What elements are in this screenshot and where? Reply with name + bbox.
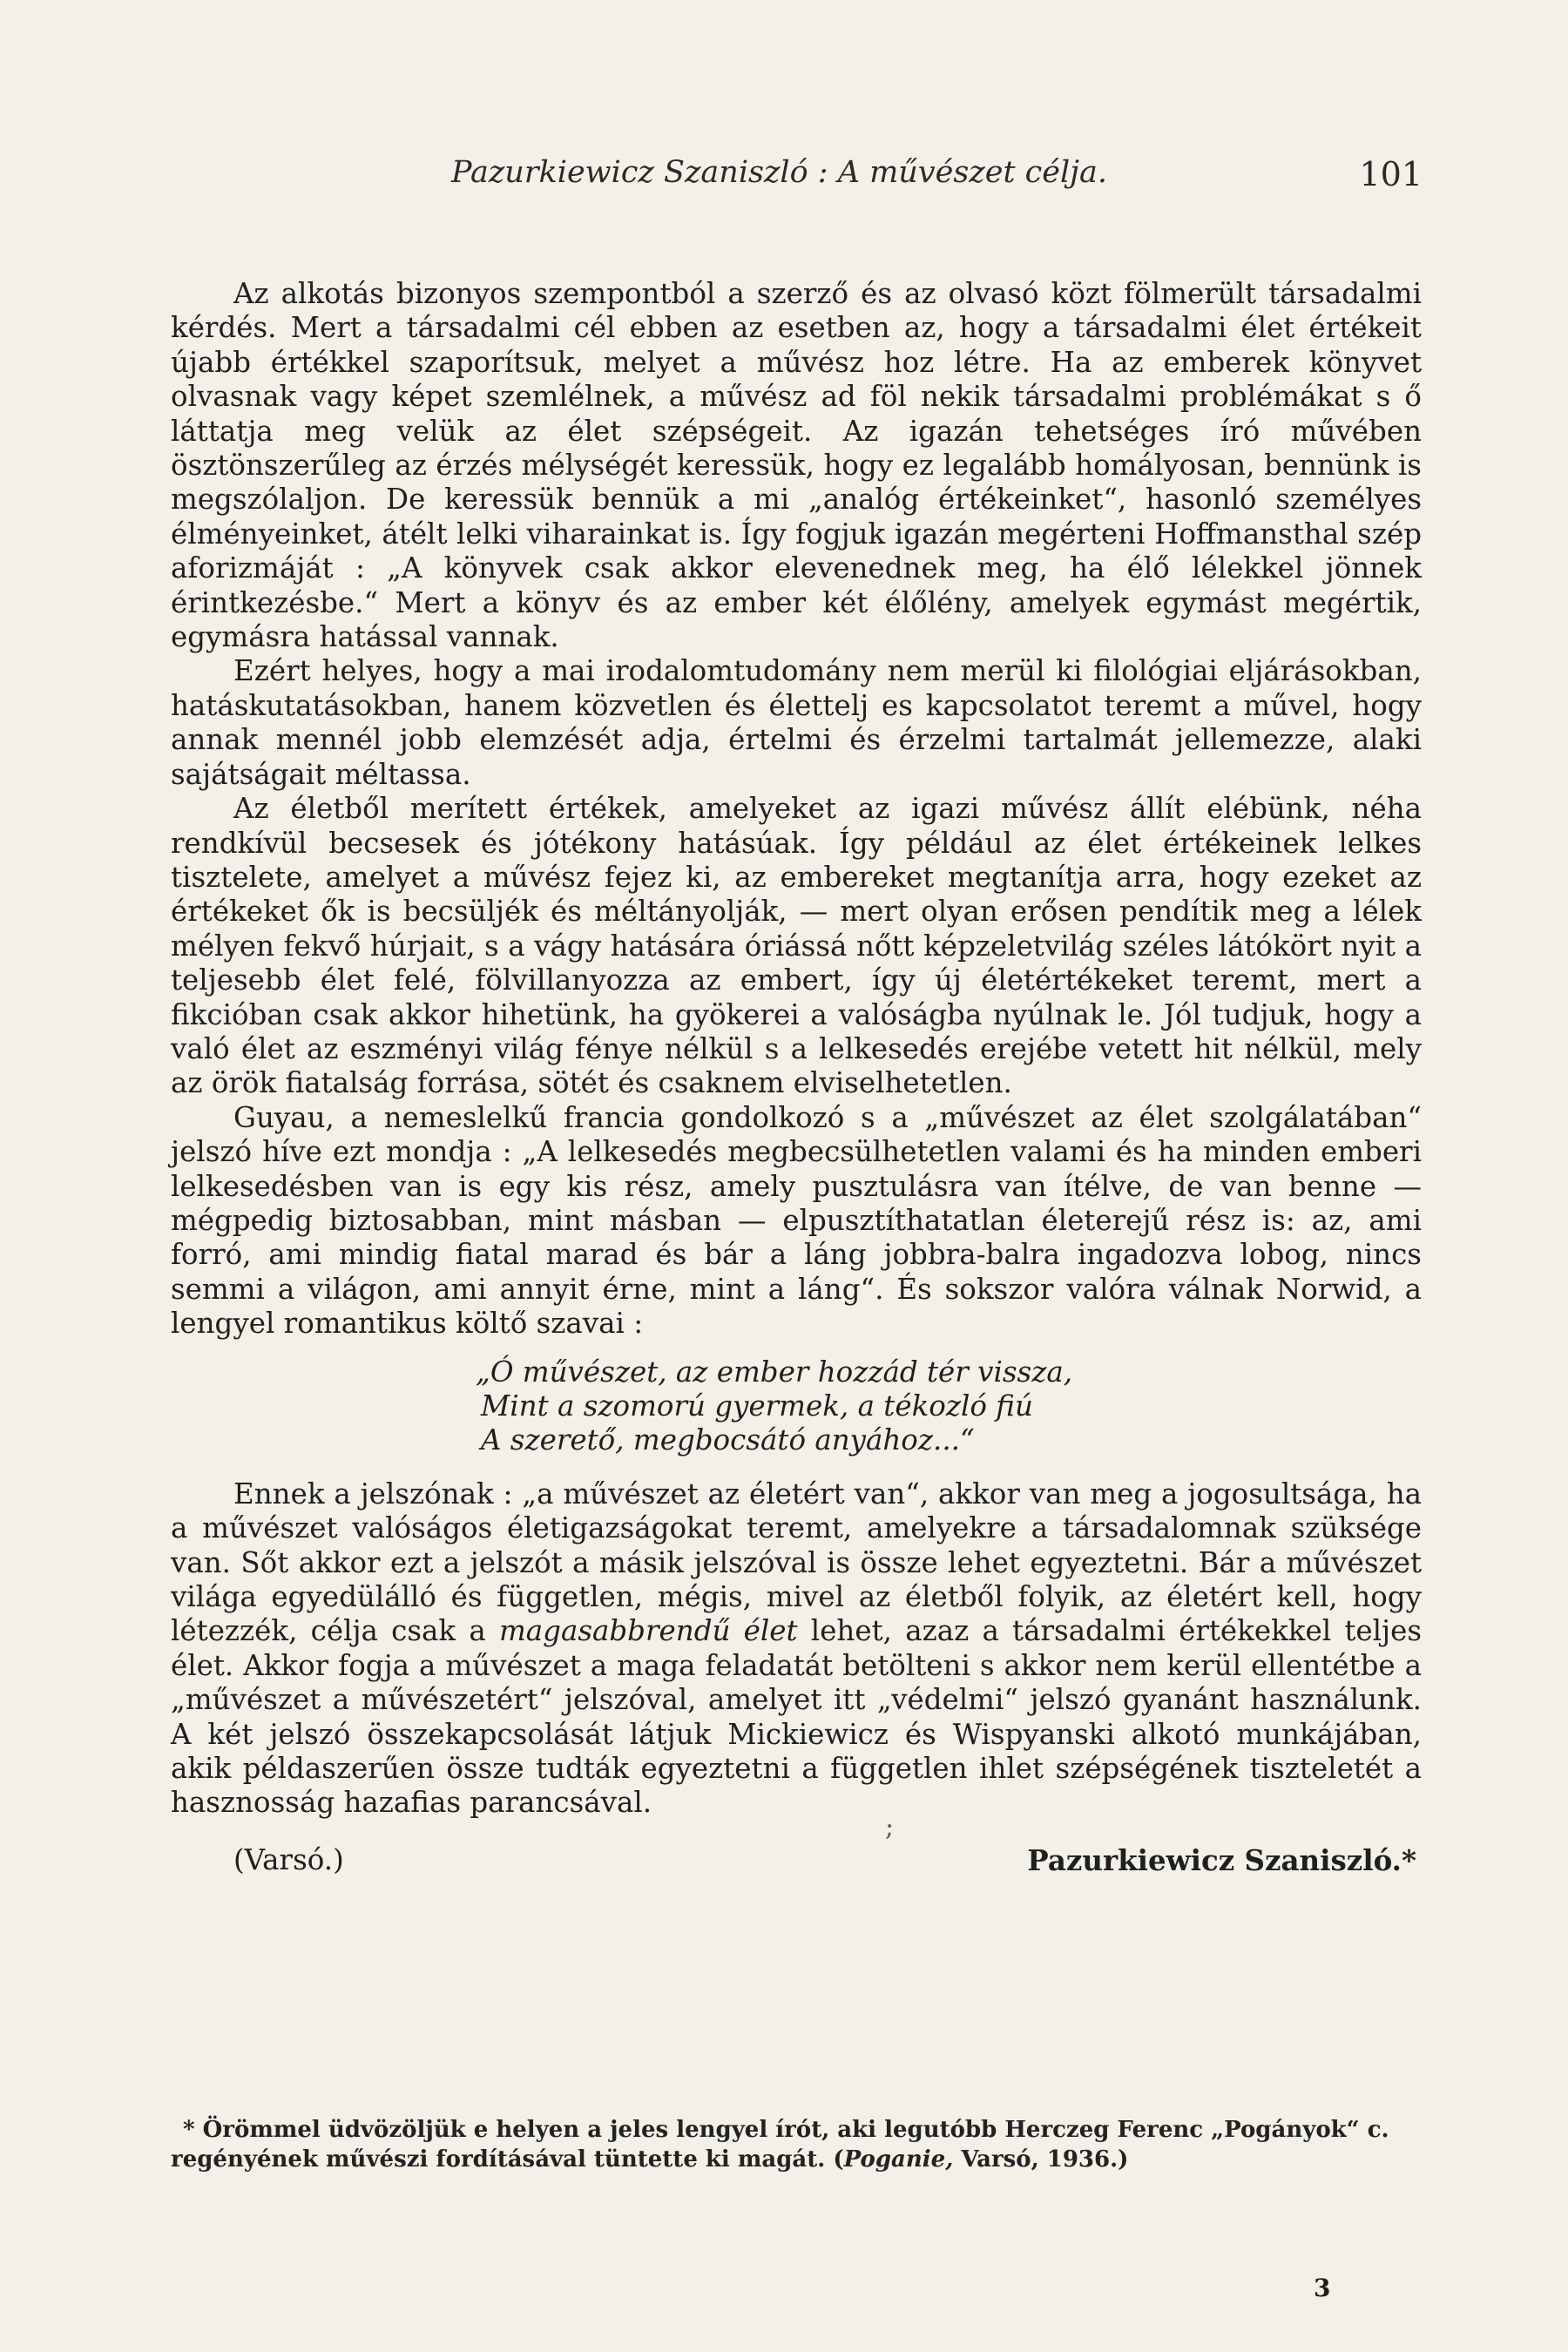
paragraph-2: Ezért helyes, hogy a mai irodalomtudomány nem merül ki filológiai eljárásokban, hatáskutatásokban, hanem közvetlen és élettelj es kapcsolatot teremt a művel, hogy annak mennél jobb elemzését adja, értelmi és érzelmi tartalmát jellemezze, alaki sajátságait méltassa.: [171, 654, 1422, 791]
paragraph-5: [171, 1477, 1422, 1821]
footnote: [171, 2115, 1422, 2174]
poem-quote: [476, 1355, 1422, 1458]
signature-author: Pazurkiewicz Szaniszló.*: [1027, 1842, 1416, 1877]
running-head-title: Pazurkiewicz Szaniszló : A művészet célja.: [451, 155, 1107, 190]
article-body: [171, 277, 1422, 1877]
poem-line-3: A szerető, megbocsátó anyához...“: [481, 1423, 975, 1457]
footnote-emphasis: Poganie,: [843, 2146, 954, 2173]
poem-line-1: „Ó művészet, az ember hozzád tér vissza,: [476, 1355, 1073, 1389]
paragraph-5-emphasis: magasabbrendű élet: [498, 1614, 798, 1648]
footnote-text-b: Varsó, 1936.): [953, 2146, 1129, 2173]
running-head: [451, 155, 1423, 193]
paragraph-4: Guyau, a nemeslelkű francia gondolkozó s a „művészet az élet szolgálatában“ jelszó híve ezt mondja : „A lelkesedés megbecsülhetetlen valami és ha minden emberi lelkesedésben van is egy kis rész, amely pusztulásra van ítélve, de van benne — mégpedig biztosabban, mint másban — elpusztíthatatlan életerejű rész is: az, ami forró, ami mindig fiatal marad és bár a láng jobbra-balra ingadozva lobog, nincs semmi a világon, ami annyit érne, mint a láng“. És sokszor valóra válnak Norwid, a lengyel romantikus költő szavai :: [171, 1100, 1422, 1341]
printer-signature-mark: 3: [1314, 2274, 1331, 2302]
footnote-text: [171, 2115, 1422, 2174]
paragraph-3: Az életből merített értékek, amelyeket az igazi művész állít elébünk, néha rendkívül becsesek és jótékony hatásúak. Így például az élet értékeinek lelkes tisztelete, amelyet a művész fejez ki, az embereket megtanítja arra, hogy ezeket az értékeket ők is becsüljék és méltányolják, — mert olyan erősen pendítik meg a lélek mélyen fekvő húrjait, s a vágy hatására óriássá nőtt képzeletvilág széles látókört nyit a teljesebb élet felé, fölvillanyozza az embert, így új életértékeket teremt, mert a fikcióban csak akkor hihetünk, ha gyökerei a valóságba nyúlnak le. Jól tudjuk, hogy a való élet az eszményi világ fénye nélkül s a lelkesedés erejébe vetett hit nélkül, mely az örök fiatalság forrása, sötét és csaknem elviselhetetlen.: [171, 792, 1422, 1100]
stray-mark: ;: [885, 1812, 895, 1842]
footnote-text-a: * Örömmel üdvözöljük e helyen a jeles lengyel írót, aki legutóbb Herczeg Ferenc „Pogányok“ c. regényének művészi fordításával tüntette ki magát. (: [171, 2117, 1389, 2173]
signature-place: (Varsó.): [233, 1842, 344, 1876]
paragraph-5-text-a: Ennek a jelszónak : „a művészet az életért van“, akkor van meg a jogosultsága, ha a művészet valóságos életigazságokat teremt, amelyekre a társadalomnak szüksége van. Sőt akkor ezt a jelszót a másik jelszóval is össze lehet egyeztetni. Bár a művészet világa egyedülálló és független, mégis, mivel az életből folyik, az életért kell, hogy létezzék, célja csak a: [171, 1477, 1422, 1648]
paragraph-5-text-b: lehet, azaz a társadalmi értékekkel teljes élet. Akkor fogja a művészet a maga feladatát betölteni s akkor nem kerül ellentétbe a „művészet a művészetért“ jelszóval, amelyet itt „védelmi“ jelszó gyanánt használunk. A két jelszó összekapcsolását látjuk Mickiewicz és Wispyanski alkotó munkájában, akik példaszerűen össze tudták egyeztetni a független ihlet szépségének tiszteletét a hasznosság hazafias parancsával.: [171, 1614, 1422, 1820]
paragraph-1: Az alkotás bizonyos szempontból a szerző és az olvasó közt fölmerült társadalmi kérdés. Mert a társadalmi cél ebben az esetben az, hogy a társadalmi élet értékeit újabb értékkel szaporítsuk, melyet a művész hoz létre. Ha az emberek könyvet olvasnak vagy képet szemlélnek, a művész ad föl nekik társadalmi problémákat s ő láttatja meg velük az élet szépségeit. Az igazán tehetséges író művében ösztönszerűleg az érzés mélységét keressük, hogy ez legalább homályosan, bennünk is megszólaljon. De keressük bennük a mi „analóg értékeinket“, hasonló személyes élményeinket, átélt lelki viharainkat is. Így fogjuk igazán megérteni Hoffmansthal szép aforizmáját : „A könyvek csak akkor elevenednek meg, ha élő lélekkel jönnek érintkezésbe.“ Mert a könyv és az ember két élőlény, amelyek egymást megértik, egymásra hatással vannak.: [171, 277, 1422, 654]
signature-line: [171, 1843, 1422, 1877]
poem-line-2: Mint a szomorú gyermek, a tékozló fiú: [481, 1389, 1033, 1423]
page-number: 101: [1359, 155, 1423, 193]
